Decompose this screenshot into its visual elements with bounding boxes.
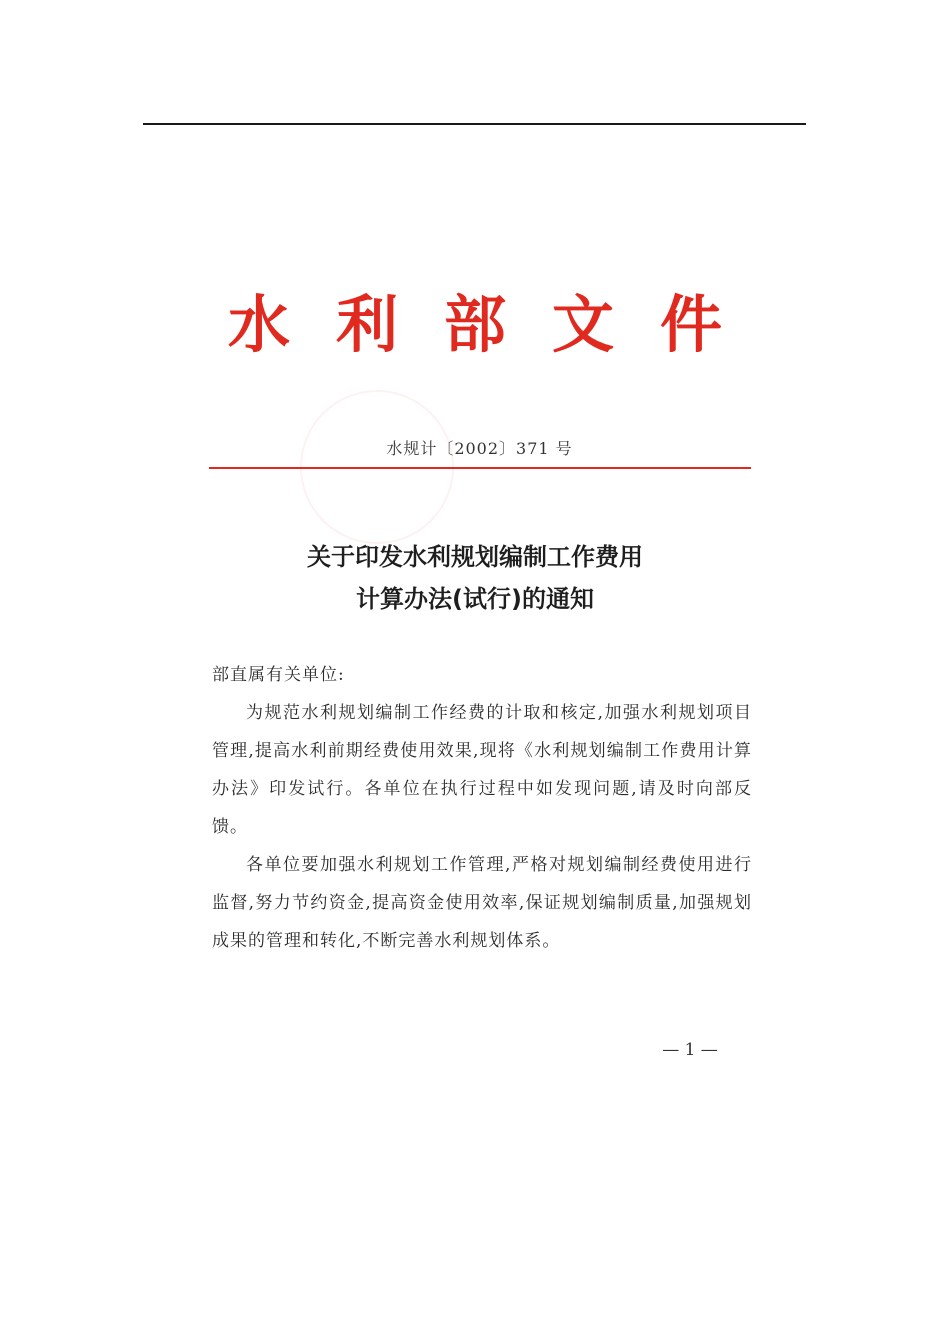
salutation: 部直属有关单位: bbox=[212, 665, 345, 685]
masthead-title: 水利部文件 bbox=[227, 288, 768, 361]
notice-title-line-1: 关于印发水利规划编制工作费用 bbox=[307, 543, 643, 571]
top-rule bbox=[143, 123, 806, 125]
notice-body bbox=[212, 656, 752, 960]
body-paragraph-1: 为规范水利规划编制工作经费的计取和核定,加强水利规划项目管理,提高水利前期经费使用效果,现将《水利规划编制工作费用计算办法》印发试行。各单位在执行过程中如发现问题,请及时向部反馈。 bbox=[212, 703, 752, 837]
red-separator-rule bbox=[209, 467, 751, 469]
notice-title-line-2: 计算办法(试行)的通知 bbox=[356, 585, 594, 613]
notice-title bbox=[150, 536, 800, 620]
document-number: 水规计〔2002〕371 号 bbox=[386, 439, 573, 458]
page-number: — 1 — bbox=[662, 1040, 718, 1060]
body-paragraph-2: 各单位要加强水利规划工作管理,严格对规划编制经费使用进行监督,努力节约资金,提高资金使用效率,保证规划编制质量,加强规划成果的管理和转化,不断完善水利规划体系。 bbox=[212, 855, 752, 951]
